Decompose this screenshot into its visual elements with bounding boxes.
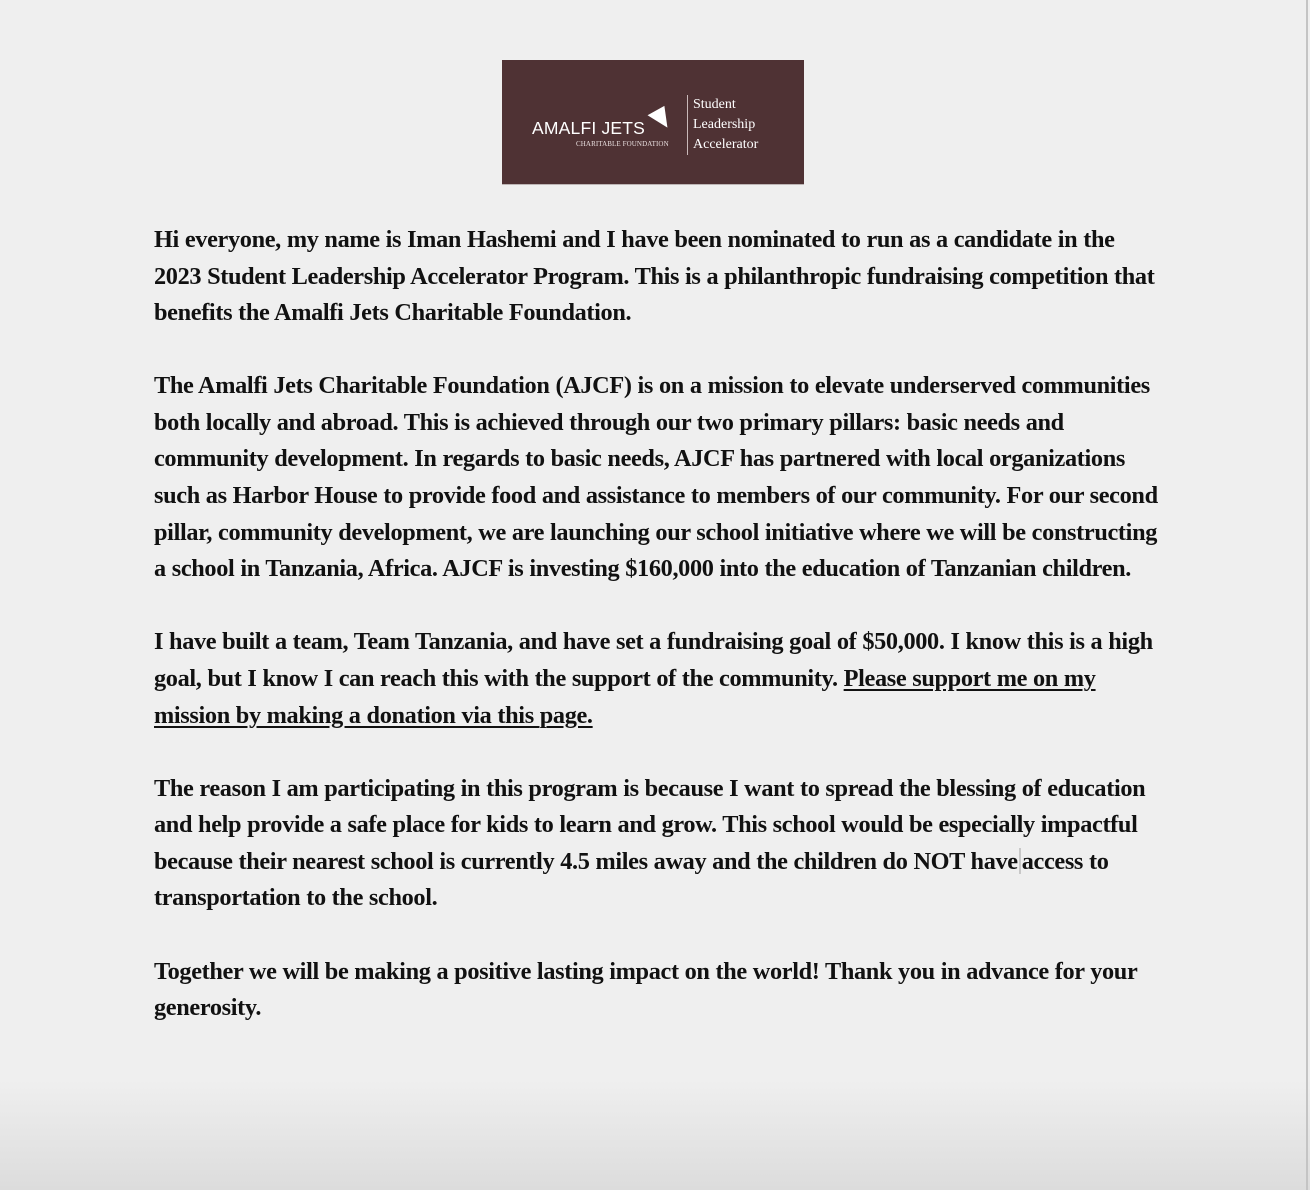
logo-program-line: Leadership bbox=[693, 117, 756, 132]
logo-program-line: Student bbox=[693, 97, 736, 112]
paragraph-text: The reason I am participating in this program is because I want to spread the blessing of education and help provide a safe place for kids to learn and grow. This school would be especially impactful because their nearest school is currently 4.5 miles away and the children do NOT have bbox=[154, 774, 1146, 875]
logo-org-subtitle: CHARITABLE FOUNDATION bbox=[576, 140, 669, 148]
logo-program-name bbox=[693, 95, 758, 155]
paragraph-foundation-mission bbox=[154, 368, 1158, 588]
paragraph-text: Together we will be making a positive lasting impact on the world! Thank you in advance for your generosity. bbox=[154, 957, 1137, 1022]
window-edge bbox=[1306, 0, 1308, 1190]
paragraph-closing bbox=[154, 954, 1158, 1027]
logo-org-name: AMALFI JETS bbox=[532, 118, 646, 138]
paragraph-text: access to transportation to the school. bbox=[154, 847, 1109, 912]
logo-divider bbox=[687, 95, 688, 155]
paragraph-text: The Amalfi Jets Charitable Foundation (AJCF) is on a mission to elevate underserved communities both locally and abroad. This is achieved through our two primary pillars: basic needs and community development. In regards to basic needs, AJCF has partnered with local organizations such as Harbor House to provide food and assistance to members of our community. For our second pillar, community development, we are launching our school initiative where we will be constructing a school in Tanzania, Africa. AJCF is investing $160,000 into the education of Tanzanian children. bbox=[154, 372, 1158, 583]
document-body[interactable] bbox=[154, 222, 1158, 1063]
paragraph-text: I have built a team, Team Tanzania, and have set a fundraising goal of $50,000. I know this is a high goal, but I know I can reach this with the support of the community. bbox=[154, 628, 1153, 692]
amalfi-jets-logo bbox=[502, 60, 804, 184]
paragraph-text: Hi everyone, my name is Iman Hashemi and I have been nominated to run as a candidate in the 2023 Student Leadership Accelerator Program. This is a philanthropic fundraising competition that benefits the Amalfi Jets Charitable Foundation. bbox=[154, 226, 1155, 327]
paragraph-fundraising-goal bbox=[154, 624, 1158, 734]
paragraph-reason bbox=[154, 771, 1158, 917]
donation-link[interactable]: Please support me on my mission by making a donation via this page. bbox=[154, 664, 1096, 729]
text-caret bbox=[1019, 848, 1021, 874]
paper-plane-icon bbox=[647, 106, 668, 130]
logo-program-line: Accelerator bbox=[693, 137, 759, 152]
paragraph-introduction bbox=[154, 222, 1158, 332]
